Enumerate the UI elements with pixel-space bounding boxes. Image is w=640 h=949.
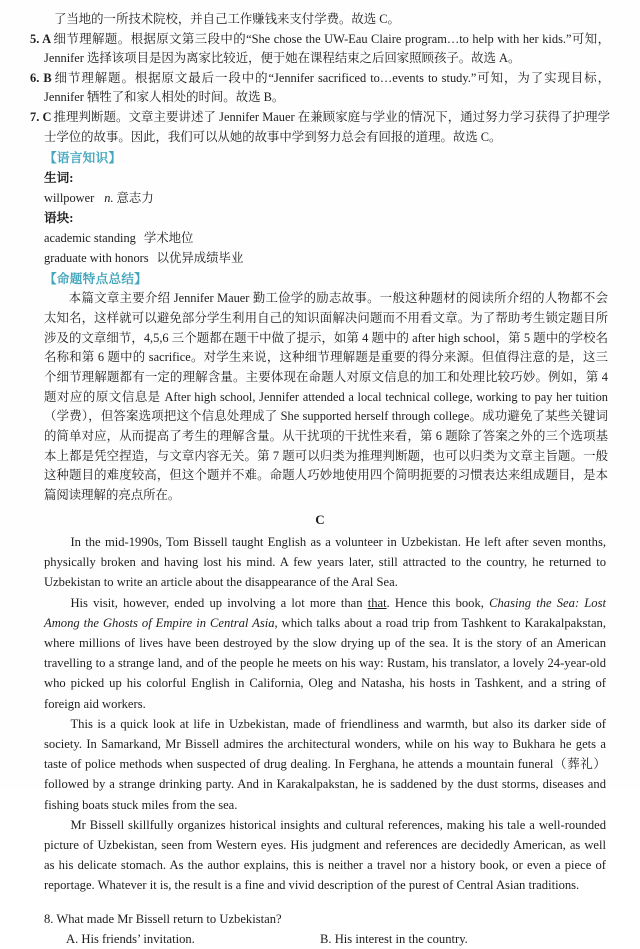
vocab-part-of-speech: n. [104, 191, 114, 206]
chunks-label: 语块: [44, 211, 74, 226]
text-run: Mr Bissell skillfully organizes historical insights and cultural references, making his tale a well-rounded picture of Uzbekistan, seen from Western eyes. His judgment and references are decidedly American, as well as his delicate stomach. As the author explains, this is neither a travel nor a history book, or even a piece of reportage. Whatever it is, the result is a fine and vivid description of the purest of Central Asian traditions. [44, 817, 606, 893]
answer-item-5 [30, 30, 610, 69]
answer-item-6 [30, 69, 610, 108]
question-analysis-paragraph: 本篇文章主要介绍 Jennifer Mauer 勤工俭学的励志故事。一般这种题材的阅读所介绍的人物都不会太知名，这样就可以避免部分学生利用自己的知识面解决问题而不用看文章。为了帮助考生锁定题目所涉及的文章细节，4,5,6 三个题都在题干中做了提示，如第 4 题中的 after high school，第 5 题中的学校名名称和第 6 题中的 sacrifice。对学生来说，这种细节理解题是重要的得分来源。但值得注意的是，这三个细节理解题都有一定的理解含量。主要体现在命题人对原文信息的加工和处理比较巧妙。例如，第 4 题对应的原文信息是 After high school, Jennifer attended a local technical college, working to pay her tuition（学费），但答案选项把这个信息处理成了 She supported herself through college。成功避免了某些关键词的简单对应，从而提高了考生的理解含量。从干扰项的干扰性来看，第 6 题除了答案之外的三个选项基本上都是凭空捏造，与文章内容无关。第 7 题可以归类为推理判断题，也可以归类为文章主旨题。一般这种题目的难度较高，但这个题并不难。命题人巧妙地使用四个简明扼要的习惯表达来组成题目，是本篇阅读理解的亮点所在。 [44, 291, 608, 503]
passage-paragraph-4 [44, 815, 610, 896]
answer-item-7-number: 7. C [30, 109, 52, 124]
text-run: . Hence this book, [386, 595, 490, 610]
answer-item-6-number: 6. B [30, 70, 52, 85]
chunk-meaning: 学术地位 [143, 231, 194, 246]
chunk-entry-academic-standing [44, 228, 610, 248]
text-run: This is a quick look at life in Uzbekistan, made of friendliness and warmth, but also its darker side of society. In Samarkand, Mr Bissell admires the architectural wonders, while on his way to Bukhara he gets a taste of police methods when suspected of drug dealing. In Ferghana, he attends a mountain funeral（葬礼）followed by a strange drinking party. And in Karakalpakstan, he is saddened by the dust storms, diseases and fishing boats stuck miles from the sea. [44, 716, 606, 812]
section-header-question-analysis: 【命题特点总结】 [44, 272, 148, 287]
passage-paragraph-1 [44, 532, 610, 593]
new-words-label: 生词: [44, 171, 74, 186]
question-8-option-b[interactable]: B. His interest in the country. [320, 931, 468, 946]
answer-item-5-number: 5. A [30, 31, 52, 46]
italic-run: Chasing the Sea: Lost Among the Ghosts of Empire in Central Asia [44, 595, 606, 630]
chunk-entry-graduate-with-honors [44, 248, 610, 268]
answer-item-6-text: 细节理解题。根据原文最后一段中的“Jennifer sacrificed to…events to study.”可知，为了实现目标，Jennifer 牺牲了和家人相处的时间。故选 B。 [44, 70, 610, 105]
vocab-meaning: 意志力 [116, 191, 154, 206]
question-8-options [44, 929, 610, 949]
underlined-run: that [367, 595, 387, 610]
chunk-phrase: academic standing [44, 231, 136, 246]
text-run: His visit, however, ended up involving a lot more than [70, 595, 368, 610]
question-8-option-a[interactable]: A. His friends’ invitation. [66, 931, 195, 946]
text-run: In the mid-1990s, Tom Bissell taught English as a volunteer in Uzbekistan. He left after seven months, physically broken and having lost his mind. A few years later, still attracted to the country, he returned to Uzbekistan to write an article about the disappearance of the Aral Sea. [44, 534, 606, 590]
passage-letter: C [315, 511, 325, 527]
vocab-entry-willpower [44, 188, 610, 208]
chunk-meaning: 以优异成绩毕业 [156, 251, 244, 266]
answer-item-7 [30, 108, 610, 147]
answer-item-5-text: 细节理解题。根据原文第三段中的“She chose the UW-Eau Claire program…to help with her kids.”可知，Jennifer 选择该项目是因为离家比较近，便于她在课程结束之后回家照顾孩子。故选 A。 [44, 31, 610, 66]
question-8-stem: 8. What made Mr Bissell return to Uzbekistan? [44, 911, 282, 926]
vocab-word: willpower [44, 191, 95, 206]
chunk-phrase: graduate with honors [44, 251, 149, 266]
section-header-language-knowledge: 【语言知识】 [44, 151, 122, 166]
answer-continuation-line: 了当地的一所技术院校，并自己工作赚钱来支付学费。故选 C。 [54, 12, 400, 26]
passage-paragraph-3 [44, 714, 610, 815]
answer-item-7-text: 推理判断题。文章主要讲述了 Jennifer Mauer 在兼顾家庭与学业的情况下，通过努力学习获得了护理学士学位的故事。因此，我们可以从她的故事中学到努力总会有回报的道理。故选 C。 [44, 109, 610, 144]
text-run: , which talks about a road trip from Tashkent to Karakalpakstan, where millions of lives have been destroyed by the slow drying up of the sea. It is the story of an American travelling to a strange land, and of the people he meets on his way: Rustam, his translator, a lovely 24-year-old who picked up his colorful English in California, Oleg and Natasha, his hosts in Tashkent, and a string of foreign aid workers. [44, 615, 606, 711]
passage-paragraph-2 [44, 593, 610, 714]
